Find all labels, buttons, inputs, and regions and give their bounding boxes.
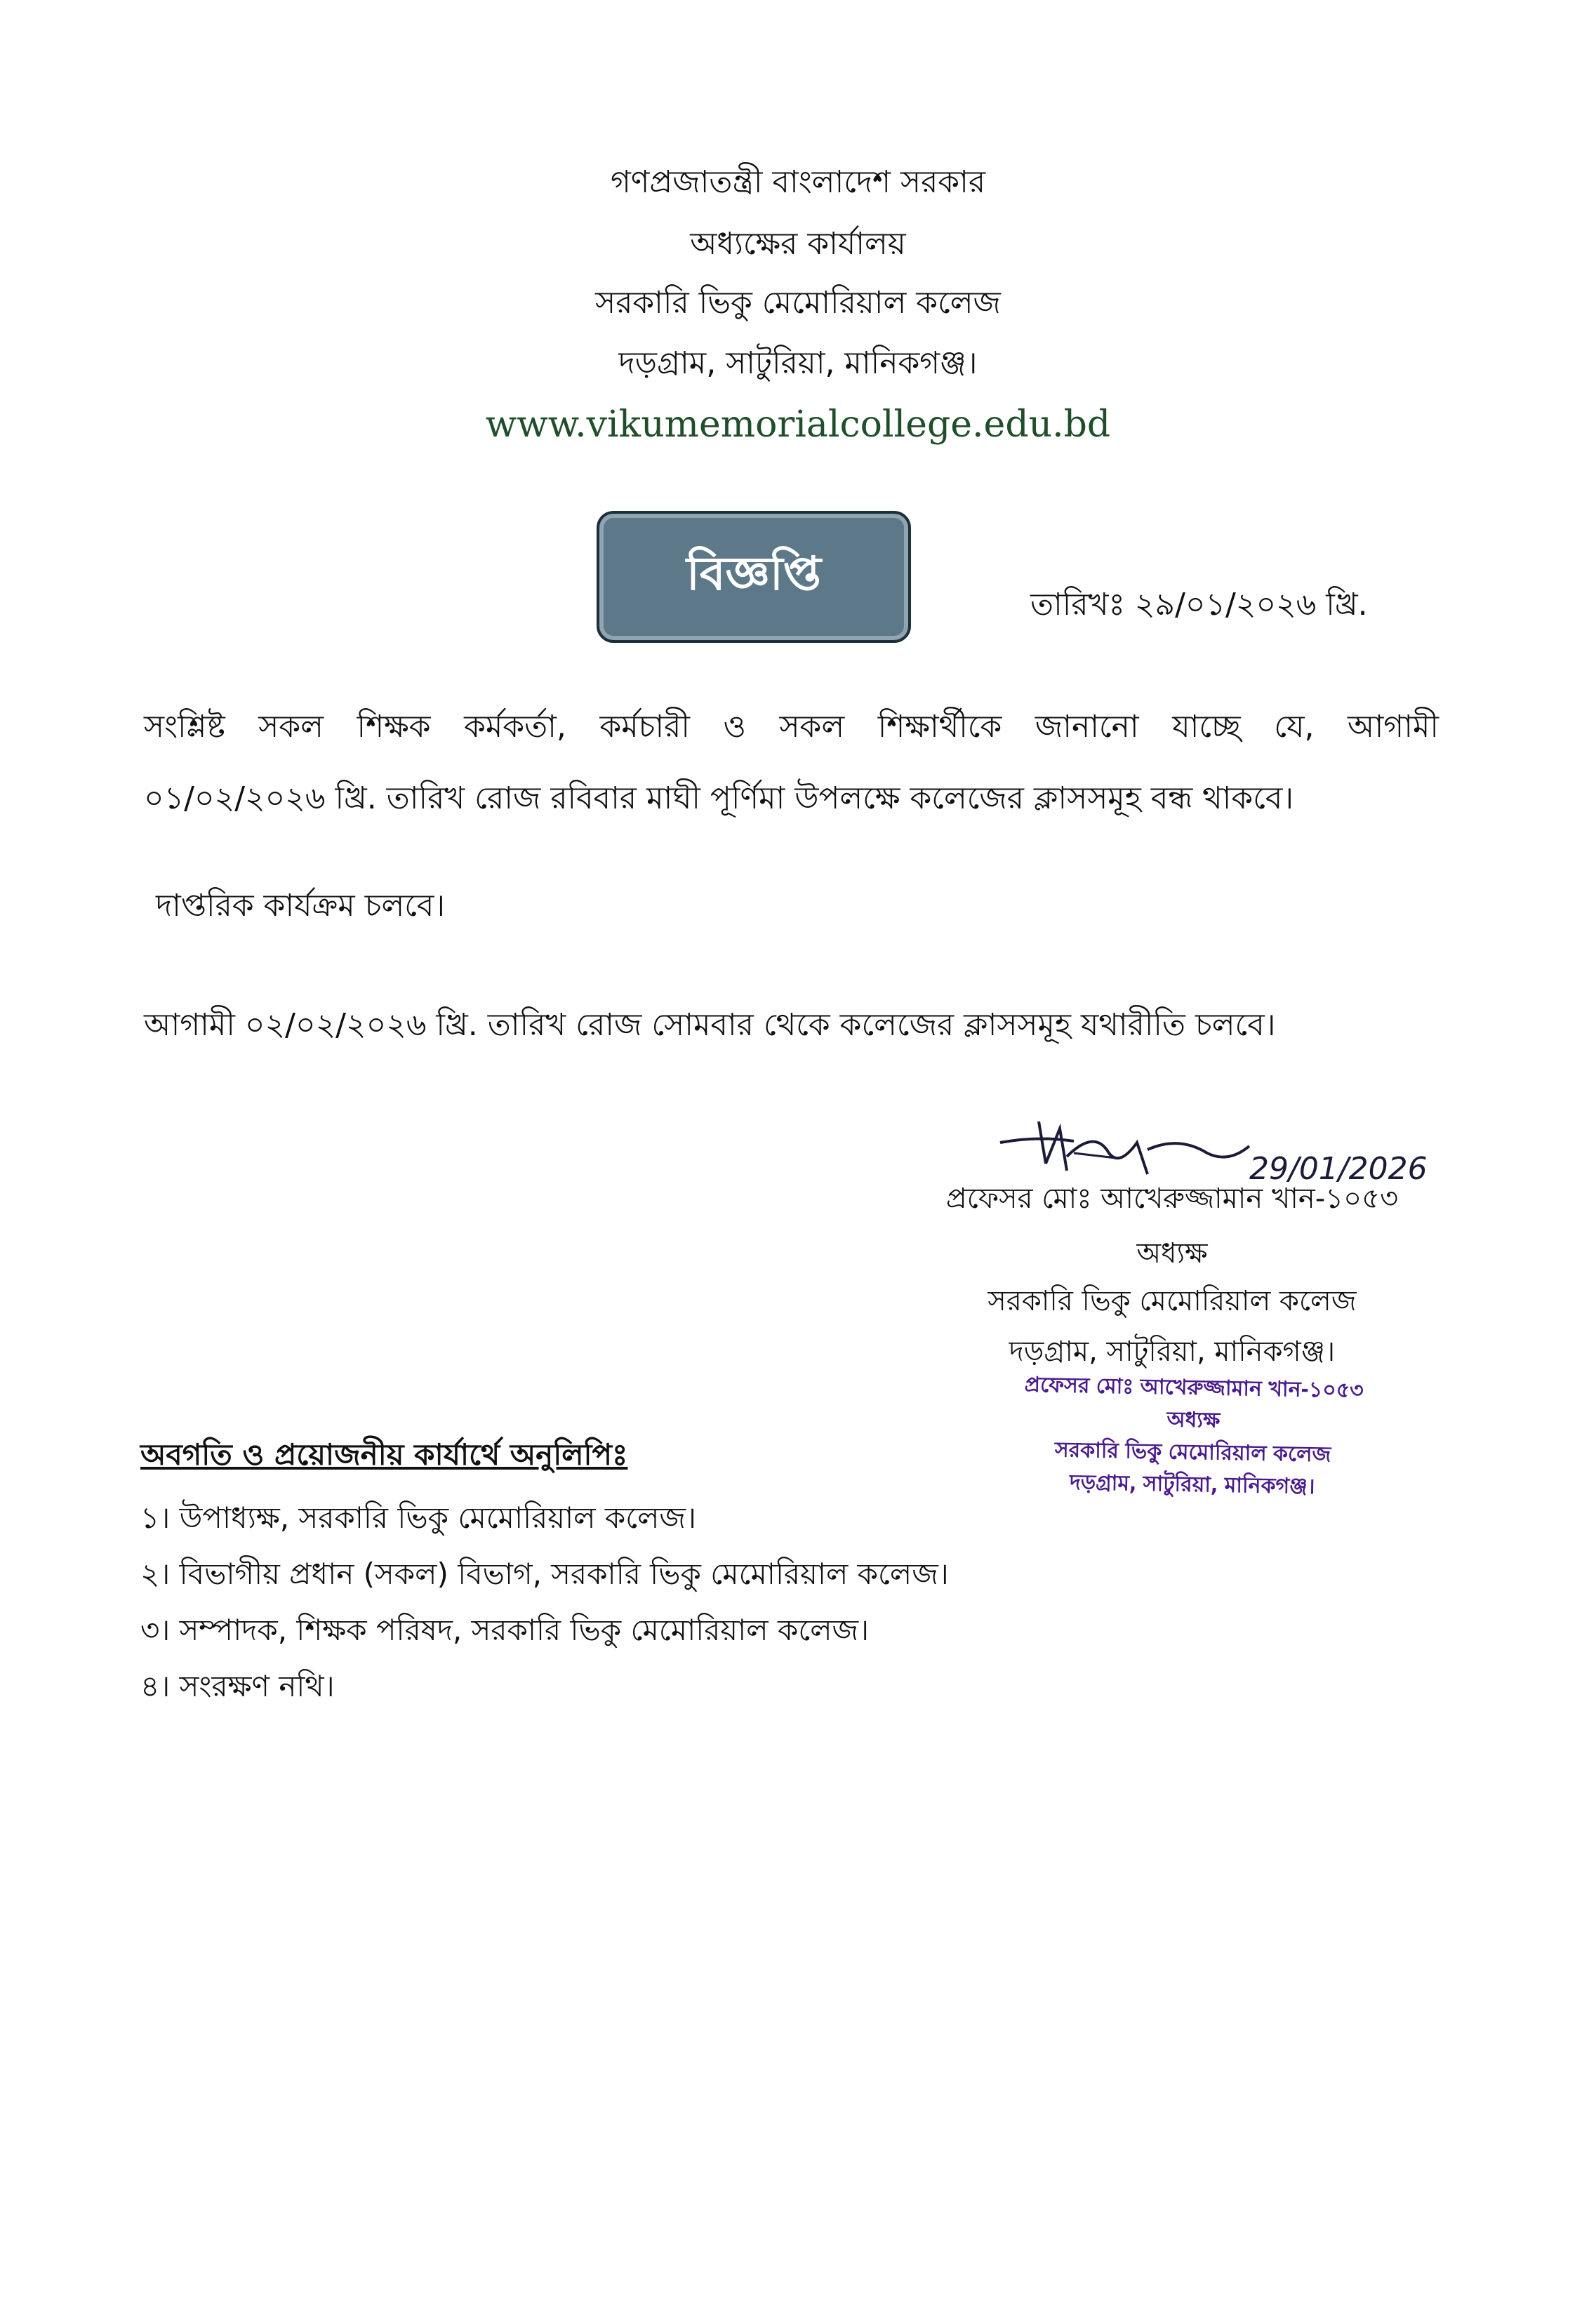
signatory-address: দড়গ্রাম, সাটুরিয়া, মানিকগঞ্জ। (1009, 1336, 1336, 1368)
body-paragraph-line-1: সংশ্লিষ্ট সকল শিক্ষক কর্মকর্তা, কর্মচারী ও সকল শিক্ষার্থীকে জানানো যাচ্ছে যে, আগামী (144, 709, 1439, 745)
govt-header: গণপ্রজাতন্ত্রী বাংলাদেশ সরকার (610, 164, 986, 200)
office-activity-line: দাপ্তরিক কার্যক্রম চলবে। (156, 888, 446, 924)
copy-to-heading: অবগতি ও প্রয়োজনীয় কার্যার্থে অনুলিপিঃ (140, 1437, 628, 1472)
copy-to-item: ২। বিভাগীয় প্রধান (সকল) বিভাগ, সরকারি ভিকু মেমোরিয়াল কলেজ। (140, 1557, 949, 1591)
copy-to-item: ১। উপাধ্যক্ষ, সরকারি ভিকু মেমোরিয়াল কলেজ। (140, 1500, 696, 1535)
copy-to-item: ৪। সংরক্ষণ নথি। (140, 1669, 335, 1703)
copy-to-item: ৩। সম্পাদক, শিক্ষক পরিষদ, সরকারি ভিকু মেমোরিয়াল কলেজ। (140, 1613, 870, 1647)
resume-classes-line: আগামী ০২/০২/২০২৬ খ্রি. তারিখ রোজ সোমবার থেকে কলেজের ক্লাসসমূহ যথারীতি চলবে। (144, 1007, 1276, 1043)
signatory-designation: অধ্যক্ষ (1136, 1237, 1208, 1270)
official-seal (995, 1369, 1390, 1505)
signatory-name: প্রফেসর মোঃ আখেরুজ্জামান খান-১০৫৩ (945, 1183, 1399, 1215)
office-header: অধ্যক্ষের কার্যালয় (690, 226, 906, 262)
seal-line-1: প্রফেসর মোঃ আখেরুজ্জামান খান-১০৫৩ (1024, 1372, 1364, 1404)
notice-title: বিজ্ঞপ্তি (686, 547, 821, 601)
notice-title-box (597, 511, 911, 643)
seal-line-4: দড়গ্রাম, সাটুরিয়া, মানিকগঞ্জ। (1069, 1470, 1315, 1500)
seal-line-2: অধ্যক্ষ (1166, 1407, 1221, 1433)
college-name: সরকারি ভিকু মেমোরিয়াল কলেজ (595, 285, 1001, 321)
signature-date: 29/01/2026 (1249, 1151, 1428, 1187)
college-address: দড়গ্রাম, সাটুরিয়া, মানিকগঞ্জ। (618, 345, 978, 381)
seal-line-3: সরকারি ভিকু মেমোরিয়াল কলেজ (1054, 1437, 1331, 1468)
signatory-college: সরকারি ভিকু মেমোরিয়াল কলেজ (987, 1285, 1357, 1317)
website-url: www.vikumemorialcollege.edu.bd (485, 404, 1111, 446)
body-paragraph-line-2: ০১/০২/২০২৬ খ্রি. তারিখ রোজ রবিবার মাঘী পূর্ণিমা উপলক্ষে কলেজের ক্লাসসমূহ বন্ধ থাকবে। (144, 780, 1294, 816)
notice-date: তারিখঃ ২৯/০১/২০২৬ খ্রি. (1030, 587, 1368, 623)
